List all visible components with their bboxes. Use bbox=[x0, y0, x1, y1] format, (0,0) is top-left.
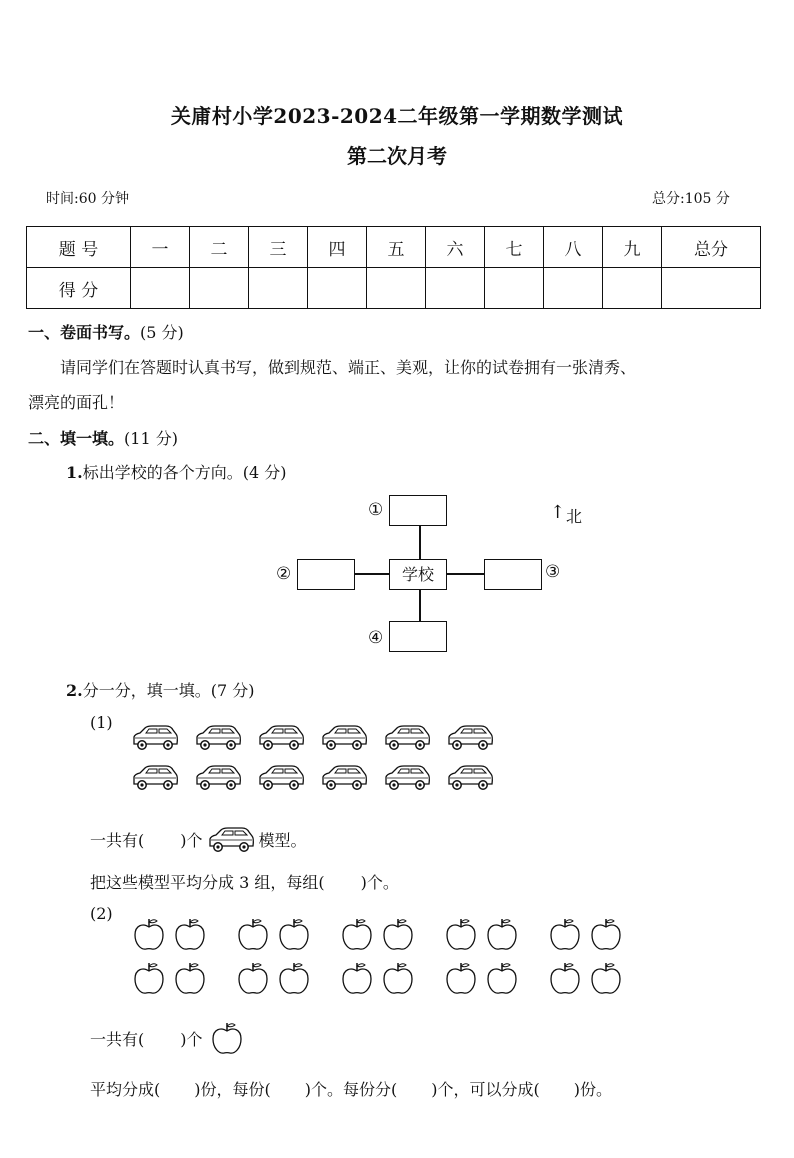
q2-text: 分一分，填一填。 bbox=[82, 681, 211, 700]
q2-part2-line2-seg4: )份。 bbox=[573, 1080, 612, 1099]
q2-part1-label: (1) bbox=[90, 713, 113, 732]
q2-number: 2. bbox=[66, 681, 83, 700]
car-icon bbox=[383, 762, 431, 792]
apple-icon bbox=[443, 960, 479, 996]
car-icon bbox=[320, 722, 368, 752]
direction-box-1[interactable] bbox=[389, 495, 447, 526]
exam-title: 关庯村小学2023-2024二年级第一学期数学测试 bbox=[170, 104, 624, 128]
exam-total-score: 总分:105 分 bbox=[652, 191, 730, 207]
apple-icon bbox=[547, 916, 583, 952]
car-grid bbox=[131, 722, 531, 802]
car-icon bbox=[257, 722, 305, 752]
q2-part1-line1-a: 一共有( bbox=[90, 830, 145, 850]
apple-icon bbox=[484, 960, 520, 996]
q2-part1-line2-b: )个。 bbox=[360, 873, 399, 892]
section1-heading bbox=[28, 320, 184, 343]
score-cell[interactable] bbox=[367, 268, 426, 309]
car-icon bbox=[131, 722, 179, 752]
direction-box-4[interactable] bbox=[389, 621, 447, 652]
apple-icon bbox=[547, 960, 583, 996]
q1-prompt bbox=[66, 460, 286, 483]
score-cell[interactable] bbox=[544, 268, 603, 309]
section1-title: 一、卷面书写。 bbox=[28, 323, 141, 342]
score-cell[interactable] bbox=[485, 268, 544, 309]
school-box: 学校 bbox=[389, 559, 447, 590]
q1-points: (4 分) bbox=[242, 463, 287, 482]
apple-icon bbox=[276, 960, 312, 996]
apple-row bbox=[131, 960, 631, 1004]
section1-body-line1: 请同学们在答题时认真书写，做到规范、端正、美观，让你的试卷拥有一张清秀、 bbox=[60, 358, 637, 377]
car-icon bbox=[446, 762, 494, 792]
apple-icon bbox=[276, 916, 312, 952]
score-table-header-row bbox=[27, 227, 761, 268]
score-header-cell: 七 bbox=[485, 227, 544, 268]
section1-points: (5 分) bbox=[140, 323, 184, 342]
car-icon bbox=[320, 762, 368, 792]
q2-points: (7 分) bbox=[210, 681, 255, 700]
q2-part2-line1-b: )个 bbox=[180, 1029, 203, 1049]
car-icon bbox=[194, 762, 242, 792]
apple-icon bbox=[235, 916, 271, 952]
score-header-cell: 五 bbox=[367, 227, 426, 268]
score-cell[interactable] bbox=[131, 268, 190, 309]
direction-box-3[interactable] bbox=[484, 559, 542, 590]
exam-time: 时间:60 分钟 bbox=[46, 191, 129, 207]
q2-part2-line2 bbox=[90, 1077, 612, 1100]
section1-body-line2: 漂亮的面孔！ bbox=[28, 393, 125, 412]
score-table-score-row bbox=[27, 268, 761, 309]
apple-icon bbox=[172, 960, 208, 996]
q2-part1-line1 bbox=[90, 824, 307, 854]
apple-icon bbox=[209, 1020, 245, 1056]
apple-grid bbox=[131, 916, 631, 1004]
q2-prompt bbox=[66, 678, 254, 701]
apple-icon bbox=[588, 916, 624, 952]
marker-4: ④ bbox=[368, 628, 384, 648]
direction-box-2[interactable] bbox=[297, 559, 355, 590]
car-icon bbox=[194, 722, 242, 752]
score-header-cell: 一 bbox=[131, 227, 190, 268]
apple-icon bbox=[339, 916, 375, 952]
q2-part2-label: (2) bbox=[90, 904, 113, 923]
score-cell[interactable] bbox=[426, 268, 485, 309]
apple-row bbox=[131, 916, 631, 960]
score-row-label: 得 分 bbox=[27, 268, 131, 309]
car-icon bbox=[207, 824, 255, 854]
car-icon bbox=[131, 762, 179, 792]
apple-icon bbox=[484, 916, 520, 952]
apple-icon bbox=[443, 916, 479, 952]
score-header-cell: 六 bbox=[426, 227, 485, 268]
score-cell[interactable] bbox=[603, 268, 662, 309]
score-header-cell: 三 bbox=[249, 227, 308, 268]
apple-icon bbox=[339, 960, 375, 996]
apple-icon bbox=[235, 960, 271, 996]
score-header-cell: 总分 bbox=[662, 227, 761, 268]
marker-2: ② bbox=[276, 564, 292, 584]
score-cell[interactable] bbox=[308, 268, 367, 309]
q2-part1-line1-c: 模型。 bbox=[258, 830, 307, 850]
exam-subtitle: 第二次月考 bbox=[347, 144, 447, 168]
apple-icon bbox=[380, 916, 416, 952]
q1-text: 标出学校的各个方向。 bbox=[82, 463, 243, 482]
section2-points: (11 分) bbox=[124, 429, 178, 448]
q2-part2-line2-seg3: )个，可以分成( bbox=[431, 1080, 540, 1099]
score-header-cell: 题 号 bbox=[27, 227, 131, 268]
q2-part2-line1-a: 一共有( bbox=[90, 1029, 145, 1049]
score-cell[interactable] bbox=[249, 268, 308, 309]
apple-icon bbox=[172, 916, 208, 952]
q2-part2-line2-seg2: )个。每份分( bbox=[304, 1080, 398, 1099]
north-arrow-icon: ↑ bbox=[550, 502, 566, 523]
score-header-cell: 四 bbox=[308, 227, 367, 268]
car-row bbox=[131, 722, 531, 762]
car-icon bbox=[257, 762, 305, 792]
section2-heading bbox=[28, 426, 178, 449]
score-header-cell: 九 bbox=[603, 227, 662, 268]
apple-icon bbox=[380, 960, 416, 996]
q2-part1-line2 bbox=[90, 870, 399, 893]
q2-part2-line1 bbox=[90, 1020, 250, 1056]
q2-part2-line2-seg0: 平均分成( bbox=[90, 1080, 161, 1099]
apple-icon bbox=[588, 960, 624, 996]
score-cell[interactable] bbox=[662, 268, 761, 309]
q2-part1-line1-b: )个 bbox=[180, 830, 203, 850]
score-table bbox=[26, 226, 761, 309]
apple-icon bbox=[131, 960, 167, 996]
apple-icon bbox=[131, 916, 167, 952]
car-icon bbox=[446, 722, 494, 752]
score-cell[interactable] bbox=[190, 268, 249, 309]
score-header-cell: 八 bbox=[544, 227, 603, 268]
marker-1: ① bbox=[368, 500, 384, 520]
section2-title: 二、填一填。 bbox=[28, 429, 125, 448]
q2-part1-line2-a: 把这些模型平均分成 3 组，每组( bbox=[90, 873, 325, 892]
marker-3: ③ bbox=[545, 562, 561, 582]
north-label: 北 bbox=[566, 507, 583, 526]
car-row bbox=[131, 762, 531, 802]
q1-number: 1. bbox=[66, 463, 83, 482]
q2-part2-line2-seg1: )份，每份( bbox=[194, 1080, 271, 1099]
score-header-cell: 二 bbox=[190, 227, 249, 268]
car-icon bbox=[383, 722, 431, 752]
